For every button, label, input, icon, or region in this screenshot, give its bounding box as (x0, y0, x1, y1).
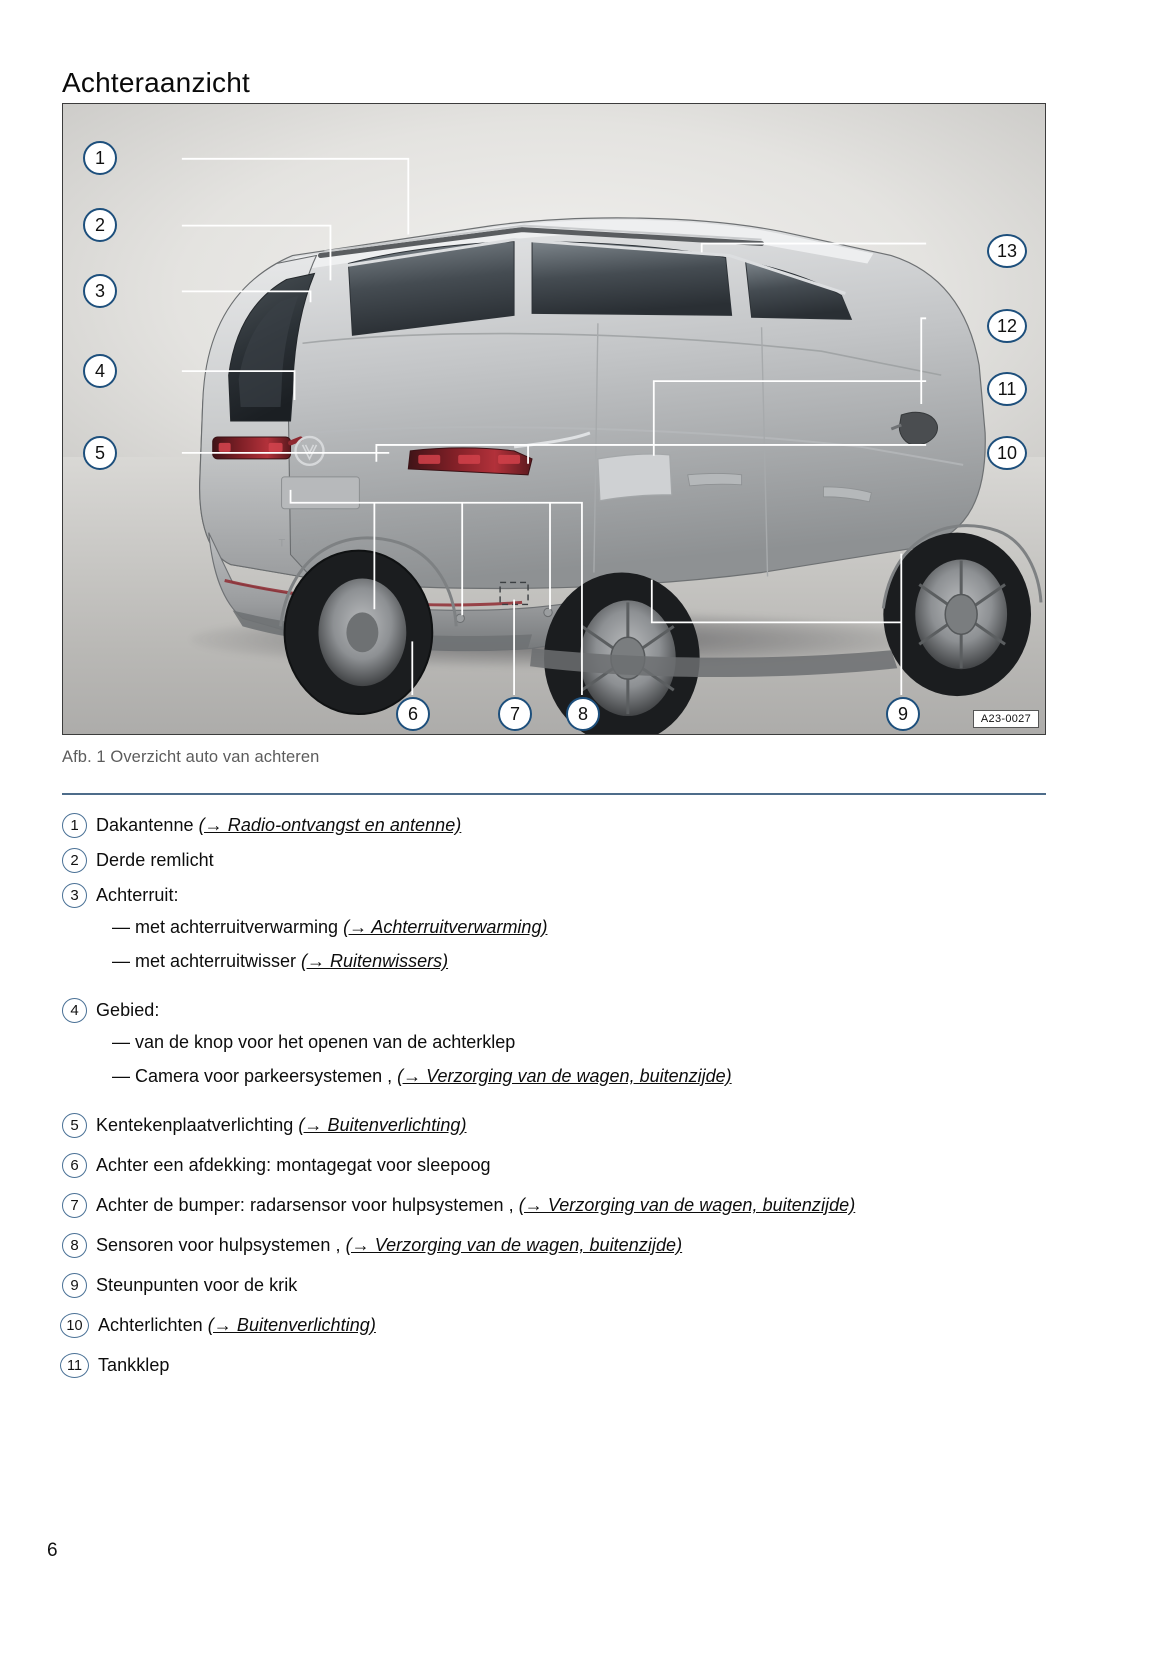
figure-callout-9[interactable]: 9 (886, 697, 920, 731)
legend-item-5 (62, 1112, 1062, 1138)
figure-callout-7[interactable]: 7 (498, 697, 532, 731)
dash-icon: — (112, 1032, 130, 1052)
legend-label-5: Kentekenplaatverlichting (96, 1115, 299, 1135)
legend-text-4: Gebied: (96, 1000, 160, 1020)
legend-label-10: Achterlichten (98, 1315, 208, 1335)
legend-text-9: Steunpunten voor de krik (96, 1275, 298, 1295)
legend-item-11 (62, 1352, 1062, 1378)
legend-label-8: Sensoren voor hulpsystemen , (96, 1235, 346, 1255)
dash-icon: — (112, 951, 130, 971)
legend-bullet-10: 10 (60, 1313, 89, 1338)
page-title: Achteraanzicht (62, 66, 251, 98)
figure-callout-1[interactable]: 1 (83, 141, 117, 175)
legend-subtext-4-2 (135, 1064, 732, 1089)
figure-callout-11[interactable]: 11 (987, 372, 1027, 406)
legend-subxref-3-2[interactable]: (→ Ruitenwissers) (301, 951, 449, 971)
figure-callout-3[interactable]: 3 (83, 274, 117, 308)
legend-subitem-4-2 (112, 1064, 1062, 1089)
dash-icon: — (112, 1066, 130, 1086)
legend-sublabel-3-2: met achterruitwisser (135, 951, 302, 971)
legend-item-1 (62, 812, 1062, 838)
legend-item-9 (62, 1272, 1062, 1298)
legend-text-5 (96, 1112, 467, 1138)
legend-item-6 (62, 1152, 1062, 1178)
figure-caption: Afb. 1 Overzicht auto van achteren (62, 748, 320, 766)
dash-icon: — (112, 917, 130, 937)
figure-callout-5[interactable]: 5 (83, 436, 117, 470)
figure-callout-13[interactable]: 13 (987, 234, 1027, 268)
legend-bullet-5: 5 (62, 1113, 87, 1138)
car-rear-view-illustration (63, 104, 1045, 734)
figure-image-container (62, 103, 1046, 735)
section-divider (62, 793, 1046, 795)
legend-xref-7[interactable]: (→ Verzorging van de wagen, buitenzijde) (518, 1195, 856, 1215)
spacer (62, 1098, 1062, 1112)
legend-bullet-6: 6 (62, 1153, 87, 1178)
legend-item-4 (62, 997, 1062, 1023)
legend-sublabel-3-1: met achterruitverwarming (135, 917, 344, 937)
legend-subtext-4-1: van de knop voor het openen van de achterklep (135, 1032, 516, 1052)
legend-list (62, 812, 1062, 1392)
legend-subtext-3-1 (135, 915, 547, 940)
legend-xref-8[interactable]: (→ Verzorging van de wagen, buitenzijde) (345, 1235, 683, 1255)
legend-text-10 (98, 1312, 376, 1338)
legend-bullet-9: 9 (62, 1273, 87, 1298)
legend-text-3: Achterruit: (96, 885, 179, 905)
legend-bullet-8: 8 (62, 1233, 87, 1258)
figure-image-code: A23-0027 (973, 710, 1039, 728)
legend-text-7 (96, 1192, 855, 1218)
figure-callout-8[interactable]: 8 (566, 697, 600, 731)
svg-text:TIGUAN: TIGUAN (278, 537, 350, 550)
legend-subxref-3-1[interactable]: (→ Achterruitverwarming) (343, 917, 548, 937)
legend-label-7: Achter de bumper: radarsensor voor hulpsystemen , (96, 1195, 519, 1215)
legend-text-1 (96, 812, 461, 838)
spacer (62, 983, 1062, 997)
figure-callout-2[interactable]: 2 (83, 208, 117, 242)
legend-label-1: Dakantenne (96, 815, 199, 835)
figure-callout-10[interactable]: 10 (987, 436, 1027, 470)
legend-bullet-7: 7 (62, 1193, 87, 1218)
legend-bullet-1: 1 (62, 813, 87, 838)
legend-text-8 (96, 1232, 682, 1258)
figure-callout-12[interactable]: 12 (987, 309, 1027, 343)
legend-subtext-3-2 (135, 949, 448, 974)
legend-item-7 (62, 1192, 1062, 1218)
legend-subitem-3-2 (112, 949, 1062, 974)
figure-callout-6[interactable]: 6 (396, 697, 430, 731)
legend-sublabel-4-2: Camera voor parkeersystemen , (135, 1066, 398, 1086)
legend-xref-1[interactable]: (→ Radio-ontvangst en antenne) (198, 815, 462, 835)
legend-bullet-3: 3 (62, 883, 87, 908)
legend-text-11: Tankklep (98, 1355, 170, 1375)
legend-item-10 (62, 1312, 1062, 1338)
legend-xref-5[interactable]: (→ Buitenverlichting) (298, 1115, 467, 1135)
legend-item-3 (62, 882, 1062, 908)
legend-item-2 (62, 847, 1062, 873)
legend-bullet-4: 4 (62, 998, 87, 1023)
legend-item-8 (62, 1232, 1062, 1258)
legend-bullet-2: 2 (62, 848, 87, 873)
legend-text-2: Derde remlicht (96, 850, 214, 870)
legend-subxref-4-2[interactable]: (→ Verzorging van de wagen, buitenzijde) (397, 1066, 732, 1086)
legend-text-6: Achter een afdekking: montagegat voor sleepoog (96, 1155, 491, 1175)
legend-bullet-11: 11 (60, 1353, 89, 1378)
legend-xref-10[interactable]: (→ Buitenverlichting) (207, 1315, 376, 1335)
page-number: 6 (47, 1540, 58, 1561)
legend-subitem-4-1 (112, 1030, 1062, 1055)
figure-callout-4[interactable]: 4 (83, 354, 117, 388)
legend-subitem-3-1 (112, 915, 1062, 940)
